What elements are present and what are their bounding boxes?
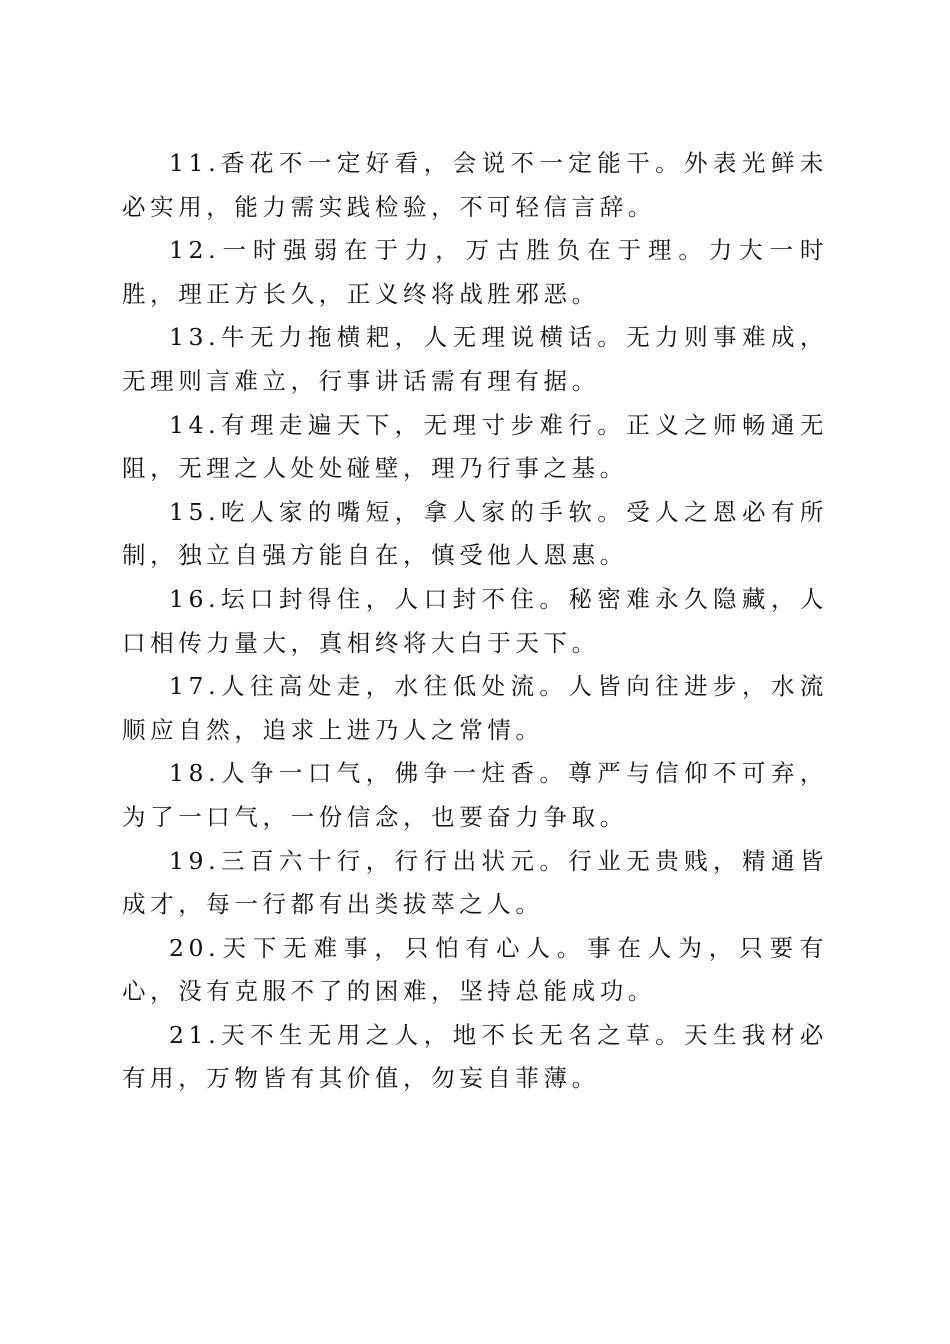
paragraph-17: 17.人往高处走，水往低处流。人皆向往进步，水流顺应自然，追求上进乃人之常情。 xyxy=(122,672,828,744)
paragraph-11: 11.香花不一定好看，会说不一定能干。外表光鲜未必实用，能力需实践检验，不可轻信言辞。 xyxy=(122,149,828,221)
paragraph-14: 14.有理走遍天下，无理寸步难行。正义之师畅通无阻，无理之人处处碰壁，理乃行事之基。 xyxy=(122,410,828,483)
paragraph-20: 20.天下无难事，只怕有心人。事在人为，只要有心，没有克服不了的困难，坚持总能成功。 xyxy=(122,933,828,1006)
paragraph-18: 18.人争一口气，佛争一炷香。尊严与信仰不可弃，为了一口气，一份信念，也要奋力争取。 xyxy=(122,759,828,831)
document-body xyxy=(122,142,828,1101)
paragraph-19: 19.三百六十行，行行出状元。行业无贵贱，精通皆成才，每一行都有出类拔萃之人。 xyxy=(122,846,828,919)
paragraph-15: 15.吃人家的嘴短，拿人家的手软。受人之恩必有所制，独立自强方能自在，慎受他人恩惠。 xyxy=(122,497,828,570)
paragraph-12: 12.一时强弱在于力，万古胜负在于理。力大一时胜，理正方长久，正义终将战胜邪恶。 xyxy=(122,236,828,308)
paragraph-21: 21.天不生无用之人，地不长无名之草。天生我材必有用，万物皆有其价值，勿妄自菲薄。 xyxy=(122,1020,828,1093)
paragraph-13: 13.牛无力拖横耙，人无理说横话。无力则事难成，无理则言难立，行事讲话需有理有据。 xyxy=(122,323,828,395)
paragraph-16: 16.坛口封得住，人口封不住。秘密难永久隐藏，人口相传力量大，真相终将大白于天下。 xyxy=(122,584,828,657)
